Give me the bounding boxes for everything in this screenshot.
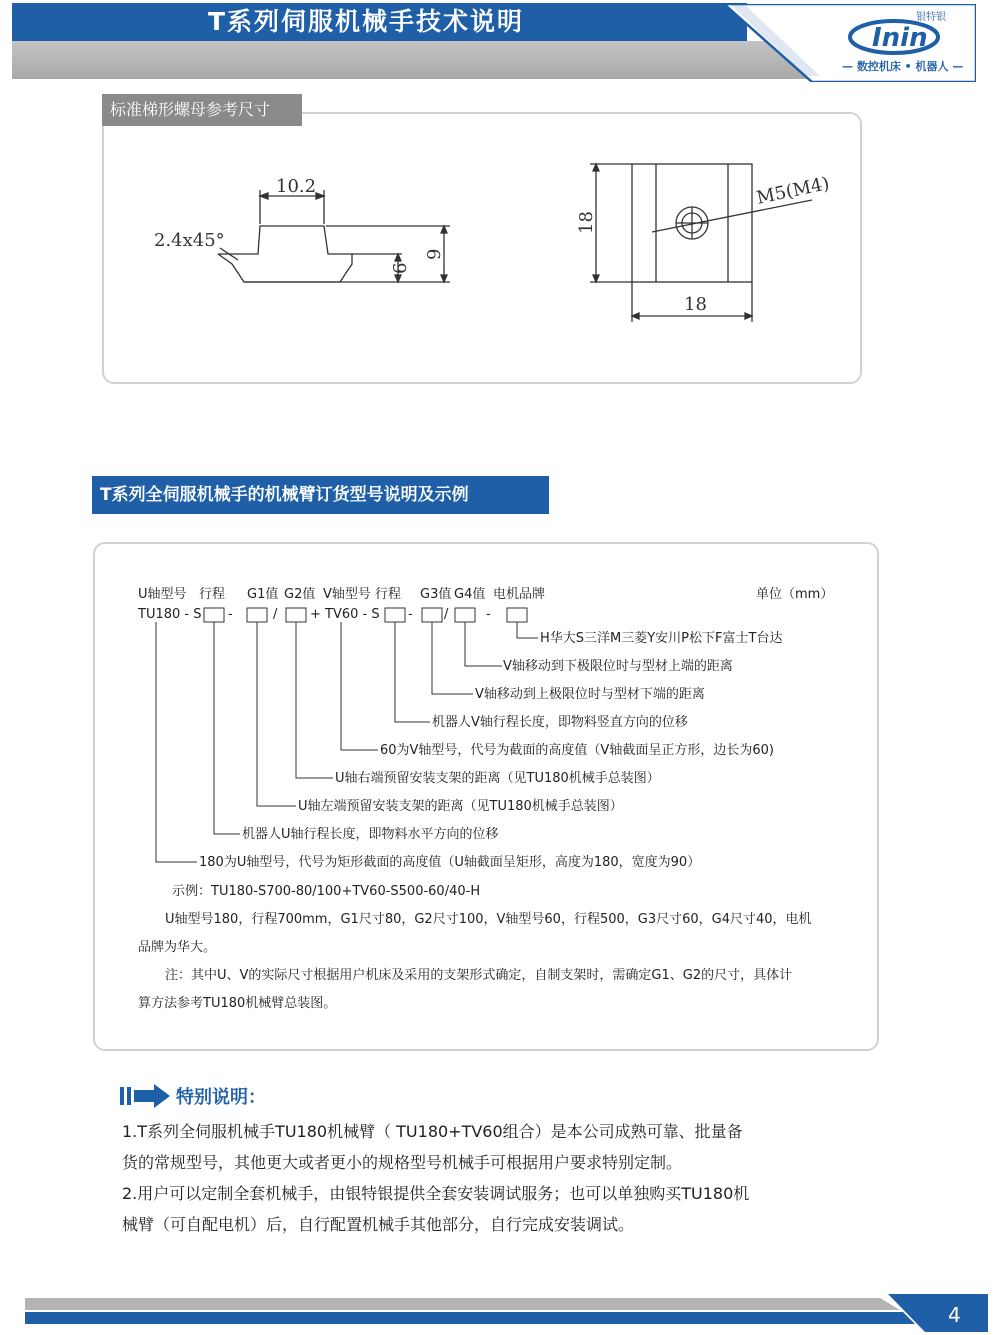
arrow-icon: [120, 1083, 172, 1109]
t-nut-profile: [218, 226, 352, 282]
legend-u-stroke: 机器人U轴行程长度，即物料水平方向的位移: [242, 827, 499, 842]
code-dash-1: -: [228, 607, 233, 622]
footer-band: [0, 1290, 1000, 1335]
code-dash-2: -: [408, 607, 413, 622]
dim-6-label: 6: [390, 262, 411, 274]
label-motor: 电机品牌: [493, 587, 546, 602]
special-note-2-line-1: 2.用户可以定制全套机械手，由银特银提供全套安装调试服务；也可以单独购买TU180机: [122, 1184, 750, 1203]
order-note-1: 注：其中U、V的实际尺寸根据用户机床及采用的支架形式确定，自制支架时，需确定G1、G2的尺寸，具体计: [165, 968, 793, 983]
label-g2: G2值: [284, 587, 316, 602]
box-g1: [247, 608, 267, 622]
special-note-1-line-2: 货的常规型号，其他更大或者更小的规格型号机械手可根据用户要求特别定制。: [122, 1153, 683, 1172]
label-g1: G1值: [247, 587, 279, 602]
legend-v-stroke: 机器人V轴行程长度，即物料竖直方向的位移: [432, 715, 688, 730]
dim-chamfer-label: 2.4x45°: [154, 230, 225, 251]
logo-tag: 银特银: [916, 12, 946, 23]
legend-g2: U轴右端预留安装支架的距离（见TU180机械手总装图）: [335, 771, 660, 786]
label-u-model: U轴型号: [138, 587, 187, 602]
legend-u-model: 180为U轴型号，代号为矩形截面的高度值（U轴截面呈矩形，高度为180，宽度为90）: [199, 855, 701, 870]
label-stroke-2: 行程: [375, 587, 402, 602]
label-unit: 单位（mm）: [756, 587, 834, 602]
code-u-prefix: TU180 - S: [138, 607, 202, 622]
dim-side-height-label: 18: [576, 211, 597, 234]
special-note-1-line-1: 1.T系列全伺服机械手TU180机械臂（ TU180+TV60组合）是本公司成熟可靠、批量备: [122, 1122, 743, 1141]
header-gray-band: [12, 41, 807, 79]
box-g2: [286, 608, 306, 622]
code-slash-1: /: [273, 607, 278, 622]
special-note-2-line-2: 械臂（可自配电机）后，自行配置机械手其他部分，自行完成安装调试。: [122, 1215, 635, 1234]
logo-wordmark: Inin: [872, 23, 928, 53]
code-dash-3: -: [486, 607, 491, 622]
box-v-stroke: [385, 608, 405, 622]
t-nut-drawing: [140, 160, 840, 340]
label-g3: G3值: [420, 587, 452, 602]
logo-subtitle: — 数控机床 • 机器人 —: [842, 60, 964, 73]
company-logo: [724, 4, 976, 82]
box-g3: [422, 608, 442, 622]
dim-thread-label: M5(M4): [754, 173, 832, 209]
order-example-desc-1: U轴型号180，行程700mm，G1尺寸80，G2尺寸100，V轴型号60，行程500，G3尺寸60，G4尺寸40，电机: [165, 912, 812, 927]
nut-dimensions-tab: 标准梯形螺母参考尺寸: [102, 94, 302, 126]
code-v-prefix: + TV60 - S: [310, 607, 380, 622]
code-slash-2: /: [444, 607, 449, 622]
legend-v-model: 60为V轴型号，代号为截面的高度值（V轴截面呈正方形，边长为60): [380, 743, 774, 758]
legend-g4: V轴移动到下极限位时与型材上端的距离: [503, 659, 733, 674]
label-v-model: V轴型号: [323, 587, 371, 602]
order-note-2: 算方法参考TU180机械臂总装图。: [138, 996, 337, 1011]
page-title: T系列伺服机械手技术说明: [208, 7, 525, 36]
order-example: 示例：TU180-S700-80/100+TV60-S500-60/40-H: [172, 884, 481, 899]
legend-motor-brand: H华大S三洋M三菱Y安川P松下F富士T台达: [540, 631, 783, 646]
page-number: 4: [948, 1303, 961, 1327]
box-motor: [507, 608, 527, 622]
order-example-desc-2: 品牌为华大。: [138, 940, 217, 955]
legend-g3: V轴移动到上极限位时与型材下端的距离: [475, 687, 705, 702]
dim-width-label: 10.2: [276, 176, 317, 197]
label-g4: G4值: [454, 587, 486, 602]
dim-side-width-label: 18: [684, 294, 707, 315]
label-stroke-1: 行程: [199, 587, 226, 602]
box-g4: [455, 608, 475, 622]
box-u-stroke: [204, 608, 224, 622]
dim-9-label: 9: [424, 248, 445, 260]
order-model-section-title: T系列全伺服机械手的机械臂订货型号说明及示例: [92, 476, 549, 514]
legend-g1: U轴左端预留安装支架的距离（见TU180机械手总装图）: [298, 799, 623, 814]
special-notes-title: 特别说明：: [176, 1087, 266, 1108]
